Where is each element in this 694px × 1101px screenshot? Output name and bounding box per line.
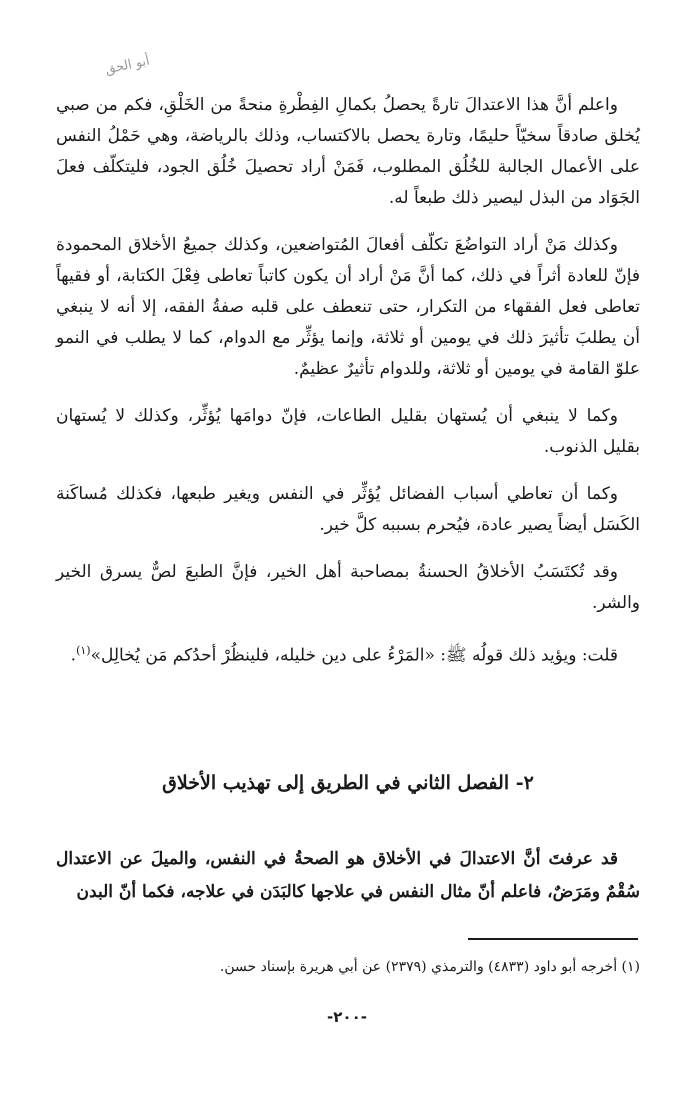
- paragraph-1: واعلم أنَّ هذا الاعتدالَ تارةً يحصلُ بكمالِ الفِطْرةِ منحةً من الخَلْقِ، فكم من صبي يُخلق صادقاً سخيّاً حليمًا، وتارة يحصل بالاكتساب، وذلك بالرياضة، وهي حَمْلُ النفس على الأعمال الجالبة للخُلُق المطلوب، فَمَنْ أراد تحصيلَ خُلُق الجود، فليتكلّف فعلَ الجَوَاد من البذل ليصير ذلك طبعاً له.: [56, 95, 640, 208]
- section-text-block: [56, 843, 640, 909]
- paragraph-2: وكذلك مَنْ أراد التواضُعَ تكلّف أفعالَ المُتواضعين، وكذلك جميعُ الأخلاق المحمودة فإنّ للعادة أثراً في ذلك، كما أنَّ مَنْ أراد أن يكون كاتباً تعاطى فِعْلَ الكتابة، أو فقيهاً تعاطى فعل الفقهاء من التكرار، حتى تنعطف على قلبه صفةُ الفقه، إلا أنه لا ينبغي أن يطلبَ تأثيرَ ذلك في يومين أو ثلاثة، وإنما يؤثِّر مع الدوام، كما لا يطلب في النمو علوّ القامة في يومين أو ثلاثة، وللدوام تأثيرٌ عظيمٌ.: [56, 235, 640, 379]
- paragraph-7: قد عرفتَ أنَّ الاعتدالَ في الأخلاق هو الصحةُ في النفس، والميلَ عن الاعتدال سُقْمٌ ومَرَضٌ، فاعلم أنّ مثال النفس في علاجها كالبَدَن في علاجه، فكما أنّ البدن: [56, 849, 640, 902]
- paragraph-5: وقد تُكتَسَبُ الأخلاقُ الحسنةُ بمصاحبة أهل الخير، فإنَّ الطبعَ لصٌّ يسرق الخير والشر.: [56, 562, 640, 613]
- paragraph-4: وكما أن تعاطي أسباب الفضائل يُؤثِّر في النفس ويغير طبعها، فكذلك مُساكَنة الكَسَل أيضاً يصير عادة، فيُحرم بسببه كلَّ خير.: [56, 484, 640, 535]
- handwritten-corner-note: أبو الحق: [103, 53, 151, 78]
- section-heading: ٢- الفصل الثاني في الطريق إلى تهذيب الأخلاق: [162, 772, 534, 794]
- footnote: (١) أخرجه أبو داود (٤٨٣٣) والترمذي (٢٣٧٩) عن أبي هريرة بإسناد حسن.: [219, 959, 640, 975]
- page-number: -٢٠٠-: [327, 1008, 367, 1026]
- footnote-reference: (١): [76, 644, 91, 657]
- paragraph-3: وكما لا ينبغي أن يُستهان بقليل الطاعات، فإنّ دوامَها يُؤثِّر، وكذلك لا يُستهان بقليل الذنوب.: [56, 406, 640, 457]
- paragraph-6: قلت: ويؤيد ذلك قولُه ﷺ: «المَرْءُ على دين خليله، فلينظُرْ أحدُكم مَن يُخالِل»$^{(١)}$.: [70, 644, 618, 666]
- paragraph-6-text: قلت: ويؤيد ذلك قولُه ﷺ: «المَرْءُ على دين خليله، فلينظُرْ أحدُكم مَن يُخالِل»: [90, 645, 618, 666]
- main-text-block: [56, 90, 640, 688]
- footnote-divider: [468, 938, 638, 940]
